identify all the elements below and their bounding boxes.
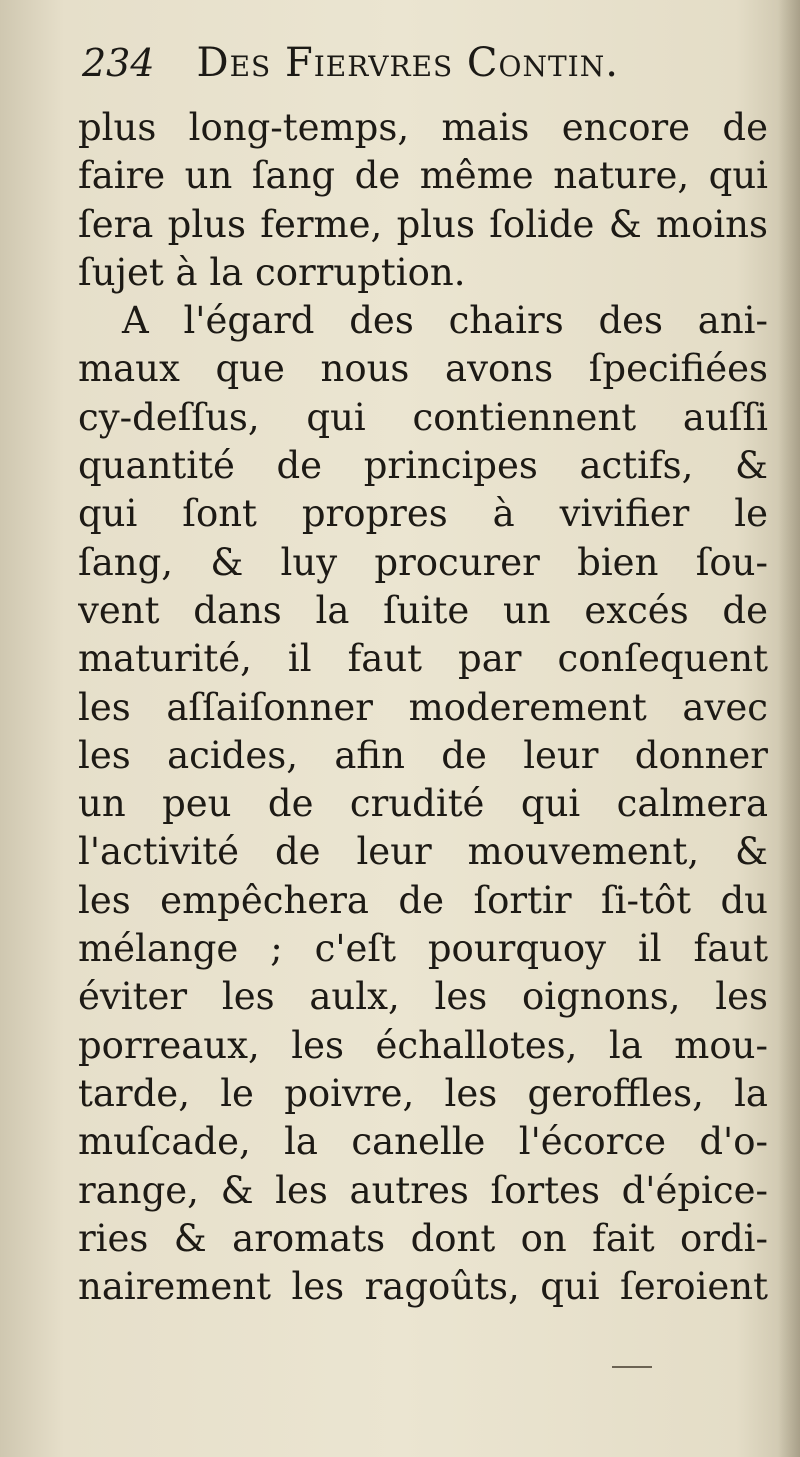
text-line: les aſſaiſonner moderement avec [78,685,768,729]
text-line: ſera plus ferme, plus ſolide & moins [78,202,768,246]
text-line: ries & aromats dont on fait ordi- [78,1216,768,1260]
text-line: cy-deſſus, qui contiennent auſſi [78,395,768,439]
text-line: éviter les aulx, les oignons, les [78,975,768,1019]
text-line: qui ſont propres à vivifier le [78,492,768,536]
text-line: range, & les autres ſortes d'épice- [78,1168,768,1212]
page-number: 234 [82,41,155,85]
paragraph-start-line: A l'égard des chairs des ani- [122,299,768,343]
text-line: quantité de principes actifs, & [78,444,768,488]
running-head [82,40,742,100]
text-line: nairement les ragoûts, qui ſeroient [78,1265,768,1309]
text-line: mélange ; c'eſt pourquoy il faut [78,927,768,971]
text-line: muſcade, la canelle l'écorce d'o- [78,1120,768,1164]
text-line: vent dans la ſuite un excés de [78,588,768,632]
running-title: Des Fiervres Contin. [196,40,619,86]
text-line: les empêchera de ſortir ſi-tôt du [78,878,768,922]
text-line: l'activité de leur mouvement, & [78,830,768,874]
text-line: ſang, & luy procurer bien ſou- [78,540,768,584]
text-line: maux que nous avons ſpecifiées [78,347,768,391]
text-line: les acides, afin de leur donner [78,733,768,777]
text-line: porreaux, les échallotes, la mou- [78,1023,768,1067]
text-line: faire un ſang de même nature, qui [78,154,768,198]
text-line: tarde, le poivre, les geroffles, la [78,1071,768,1115]
text-line: maturité, il faut par conſequent [78,637,768,681]
text-line: ſujet à la corruption. [78,250,466,294]
page-edge-shadow [778,0,800,1457]
text-line: un peu de crudité qui calmera [78,782,768,826]
catchword-rule [612,1366,652,1368]
body-text [78,104,768,1311]
text-line: plus long-temps, mais encore de [78,106,768,149]
